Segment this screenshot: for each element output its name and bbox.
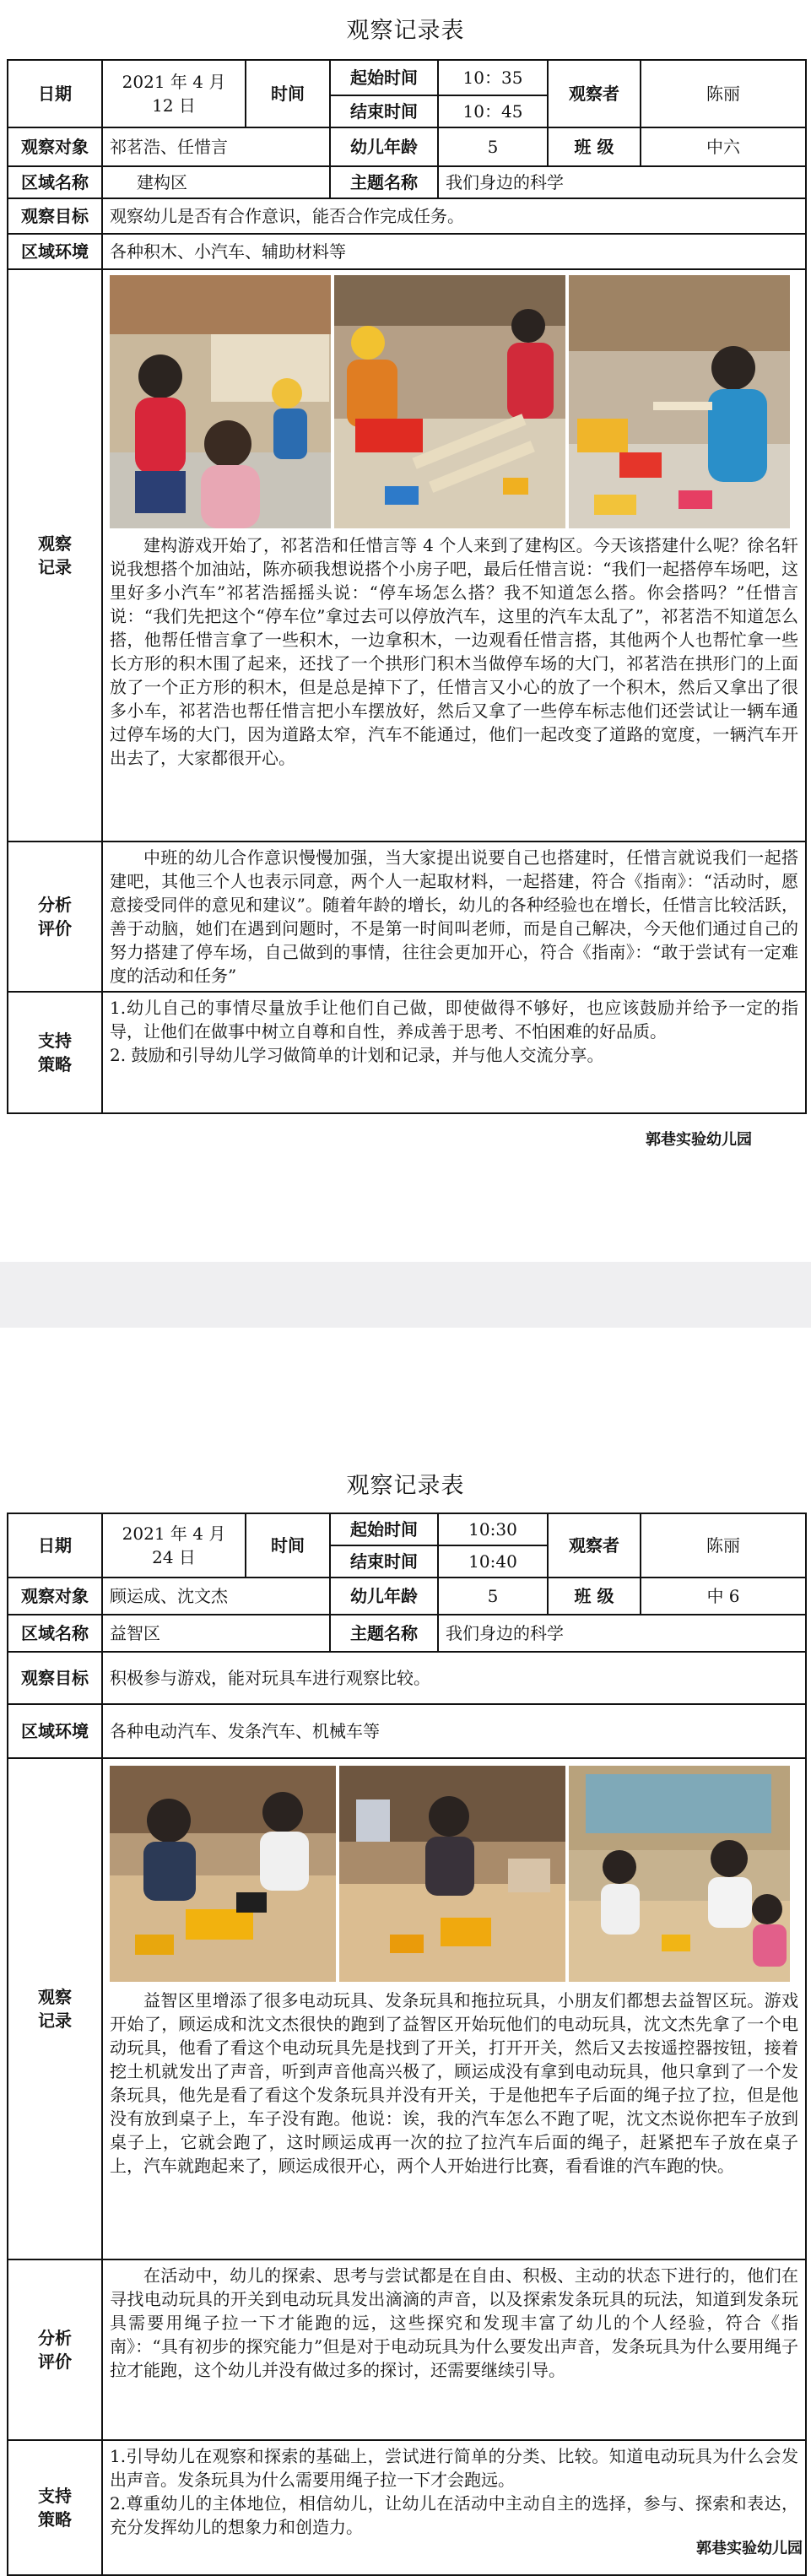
- date-value: 2021 年 4 月 12 日: [102, 60, 246, 127]
- date-label: 日期: [8, 1513, 102, 1578]
- record-cell: [102, 1758, 806, 2259]
- start-time-label: 起始时间: [330, 1513, 438, 1545]
- class-label: 班 级: [548, 1578, 641, 1615]
- observation-table: [7, 59, 807, 1114]
- strategy-item-2: 2. 鼓励和引导幼儿学习做简单的计划和记录，并与他人交流分享。: [110, 1045, 604, 1065]
- analysis-text: 在活动中，幼儿的探索、思考与尝试都是在自由、积极、主动的状态下进行的，他们在寻找电动玩具的开关到电动玩具发出滴滴的声音，以及探索发条玩具的玩法，知道到发条玩具需要用绳子拉一下才能跑的远，这些探究和发现丰富了幼儿的个人经验，符合《指南》：“具有初步的探究能力”但是对于电动玩具为什么要发出声音，发条玩具为什么要用绳子拉才能跑，这个幼儿并没有做过多的探讨，还需要继续引导。: [110, 2265, 798, 2380]
- photo-children-toy-cars-2: [339, 1766, 565, 1982]
- photo-children-toy-cars-3: [569, 1766, 790, 1982]
- date-label: 日期: [8, 60, 102, 127]
- environment-label: 区域环境: [8, 1704, 102, 1758]
- photo-children-building-2: [334, 275, 565, 528]
- end-time-label: 结束时间: [330, 1545, 438, 1578]
- strategy-item-2: 2.尊重幼儿的主体地位，相信幼儿，让幼儿在活动中主动自主的选择，参与、探索和表达，充分发挥幼儿的想象力和创造力。: [110, 2493, 798, 2537]
- area-value: 建构区: [102, 166, 330, 198]
- photo-children-building-3: [569, 275, 790, 528]
- strategy-item-1: 1.引导幼儿在观察和探索的基础上，尝试进行简单的分类、比较。知道电动玩具为什么会发出声音。发条玩具为什么需要用绳子拉一下才会跑远。: [110, 2446, 798, 2490]
- photo-children-toy-cars-1: [110, 1766, 336, 1982]
- analysis-cell: [102, 842, 806, 992]
- age-label: 幼儿年龄: [330, 1578, 438, 1615]
- class-value: 中 6: [641, 1578, 806, 1615]
- theme-label: 主题名称: [330, 1615, 438, 1652]
- subject-label: 观察对象: [8, 127, 102, 166]
- kindergarten-name: 郭巷实验幼儿园: [646, 1131, 752, 1149]
- area-label: 区域名称: [8, 166, 102, 198]
- observer-value: 陈丽: [641, 60, 806, 127]
- strategy-label: 支持策略: [8, 992, 102, 1113]
- strategy-item-1: 1.幼儿自己的事情尽量放手让他们自己做，即使做得不够好，也应该鼓励并给予一定的指导，让他们在做事中树立自尊和自性，养成善于思考、不怕困难的好品质。: [110, 998, 798, 1042]
- record-text: 益智区里增添了很多电动玩具、发条玩具和拖拉玩具，小朋友们都想去益智区玩。游戏开始了，顾运成和沈文杰很快的跑到了益智区开始玩他们的电动玩具，沈文杰先拿了一个电动玩具，他看了看这个电动玩具先是找到了开关，打开开关，然后又去按遥控器按钮，接着挖土机就发出了声音，听到声音他高兴极了，顾运成没有拿到电动玩具，他只拿到了一个发条玩具，他先是看了看这个发条玩具并没有开关，于是他把车子后面的绳子拉了拉，但是他没有放到桌子上，车子没有跑。他说：诶，我的汽车怎么不跑了呢，沈文杰说你把车子放到桌子上，它就会跑了，这时顾运成再一次的拉了拉汽车后面的绳子，赶紧把车子放在桌子上，汽车就跑起来了，顾运成很开心，两个人开始进行比赛，看看谁的汽车跑的快。: [110, 1990, 798, 2176]
- photo-strip: [110, 1766, 798, 1982]
- theme-value: 我们身边的科学: [438, 1615, 806, 1652]
- strategy-cell: [102, 992, 806, 1113]
- record-label: 观察记录: [8, 269, 102, 842]
- start-time-value: 10:30: [438, 1513, 548, 1545]
- age-label: 幼儿年龄: [330, 127, 438, 166]
- environment-value: 各种积木、小汽车、辅助材料等: [102, 234, 806, 269]
- observer-value: 陈丽: [641, 1513, 806, 1578]
- analysis-label: 分析评价: [8, 2259, 102, 2440]
- end-time-value: 10：45: [438, 95, 548, 127]
- record-text: 建构游戏开始了，祁茗浩和任惜言等 4 个人来到了建构区。今天该搭建什么呢？徐名轩说我想搭个加油站，陈亦硕我想说搭个小房子吧，最后任惜言说：“我们一起搭停车场吧，这里好多小汽车”祁茗浩摇摇头说：“停车场怎么搭？我不知道怎么搭。你会搭吗？”任惜言说：“我们先把这个“停车位”拿过去可以停放汽车，这里的汽车太乱了”，祁茗浩不知道怎么搭，他帮任惜言拿了一些积木，一边拿积木，一边观看任惜言搭，其他两个人也帮忙拿一些长方形的积木围了起来，还找了一个拱形门积木当做停车场的大门，祁茗浩在拱形门的上面放了一个正方形的积木，但是总是掉下了，任惜言又小心的放了一个积木，然后又拿出了很多小车，祁茗浩也帮任惜言把小车摆放好，然后又拿了一些停车标志他们还尝试让一辆车通过停车场的大门，因为道路太窄，汽车不能通过，他们一起改变了道路的宽度，一辆汽车开出去了，大家都很开心。: [110, 535, 798, 768]
- date-value: 2021 年 4 月 24 日: [102, 1513, 246, 1578]
- subject-label: 观察对象: [8, 1578, 102, 1615]
- observer-label: 观察者: [548, 60, 641, 127]
- observer-label: 观察者: [548, 1513, 641, 1578]
- analysis-cell: [102, 2259, 806, 2440]
- end-time-label: 结束时间: [330, 95, 438, 127]
- goal-value: 积极参与游戏，能对玩具车进行观察比较。: [102, 1652, 806, 1704]
- record-sheet-2: [0, 1328, 811, 2562]
- goal-label: 观察目标: [8, 198, 102, 234]
- class-label: 班 级: [548, 127, 641, 166]
- end-time-value: 10:40: [438, 1545, 548, 1578]
- record-cell: [102, 269, 806, 842]
- goal-value: 观察幼儿是否有合作意识，能否合作完成任务。: [102, 198, 806, 234]
- area-label: 区域名称: [8, 1615, 102, 1652]
- environment-value: 各种电动汽车、发条汽车、机械车等: [102, 1704, 806, 1758]
- class-value: 中六: [641, 127, 806, 166]
- goal-label: 观察目标: [8, 1652, 102, 1704]
- analysis-text: 中班的幼儿合作意识慢慢加强，当大家提出说要自己也搭建时，任惜言就说我们一起搭建吧，其他三个人也表示同意，两个人一起取材料，一起搭建，符合《指南》：“活动时，愿意接受同伴的意见和建议”。随着年龄的增长，幼儿的各种经验也在增长，任惜言比较活跃，善于动脑，她们在遇到问题时，不是第一时间叫老师，而是自己解决，今天他们通过自己的努力搭建了停车场，自己做到的事情，往往会更加开心，符合《指南》：“敢于尝试有一定难度的活动和任务”: [110, 847, 798, 986]
- start-time-value: 10：35: [438, 60, 548, 95]
- record-label: 观察记录: [8, 1758, 102, 2259]
- theme-label: 主题名称: [330, 166, 438, 198]
- time-label: 时间: [246, 1513, 330, 1578]
- theme-value: 我们身边的科学: [438, 166, 806, 198]
- photo-children-building-1: [110, 275, 331, 528]
- kindergarten-name: 郭巷实验幼儿园: [696, 2540, 803, 2557]
- area-value: 益智区: [102, 1615, 330, 1652]
- environment-label: 区域环境: [8, 234, 102, 269]
- age-value: 5: [438, 127, 548, 166]
- subject-value: 顾运成、沈文杰: [102, 1578, 330, 1615]
- time-label: 时间: [246, 60, 330, 127]
- page-gap: [0, 1262, 811, 1328]
- strategy-label: 支持策略: [8, 2440, 102, 2575]
- age-value: 5: [438, 1578, 548, 1615]
- start-time-label: 起始时间: [330, 60, 438, 95]
- analysis-label: 分析评价: [8, 842, 102, 992]
- photo-strip: [110, 275, 798, 528]
- record-sheet-1: [0, 0, 811, 1262]
- observation-table: [7, 1513, 807, 2576]
- subject-value: 祁茗浩、任惜言: [102, 127, 330, 166]
- sheet-title: 观察记录表: [346, 1473, 465, 1499]
- sheet-title: 观察记录表: [346, 18, 465, 44]
